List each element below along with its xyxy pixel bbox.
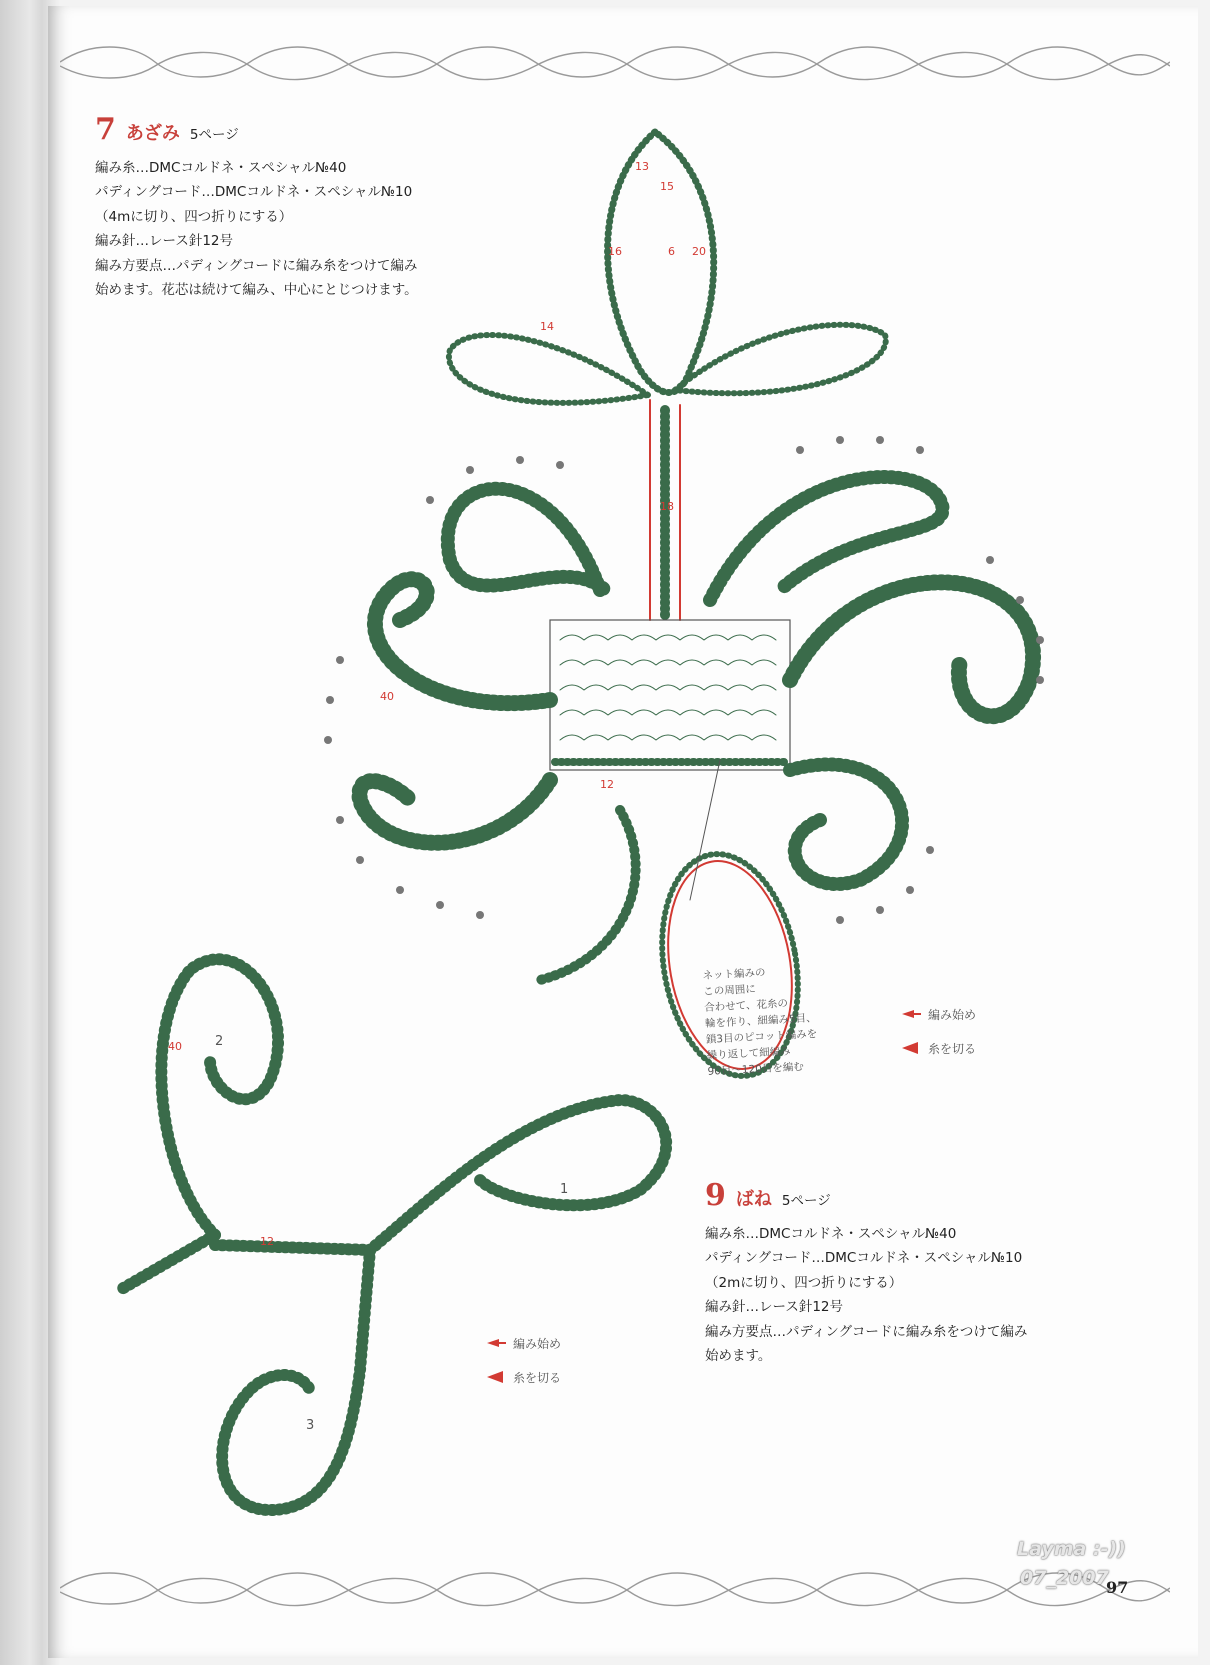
legend-start xyxy=(902,997,976,1031)
note-line: 鎖3目のピコット編みを xyxy=(705,1028,818,1046)
note-line: 繰り返して細編み xyxy=(706,1045,791,1062)
note-line: ネット編みの xyxy=(702,966,766,982)
bottom-flourish-border xyxy=(60,1562,1170,1614)
page-number: 97 xyxy=(1106,1578,1129,1597)
section-7-page-ref: 5ページ xyxy=(189,127,239,143)
diagram-number: 12 xyxy=(260,1235,274,1248)
note-line: この周囲に xyxy=(703,983,757,998)
diagram-number: 18 xyxy=(660,500,674,513)
section-7-line: パディングコード…DMCコルドネ・スペシャル№10 xyxy=(95,184,413,200)
section-9-line: 編み針…レース針12号 xyxy=(705,1299,844,1315)
diagram-number: 12 xyxy=(600,778,614,791)
section-7-title: あざみ xyxy=(125,123,180,144)
legend-cut-label: 糸を切る xyxy=(513,1370,562,1385)
spring-piece-1-label: 1 xyxy=(560,1182,569,1197)
start-arrow-icon xyxy=(902,1010,920,1018)
diagram-number: 15 xyxy=(660,180,674,193)
cut-arrow-icon xyxy=(487,1373,505,1381)
legend-cut-label: 糸を切る xyxy=(928,1041,977,1056)
section-9-line: パディングコード…DMCコルドネ・スペシャル№10 xyxy=(705,1250,1023,1266)
cut-arrow-icon xyxy=(902,1044,920,1052)
thistle-legend xyxy=(902,997,976,1065)
section-9-line: 編み方要点…パディングコードに編み糸をつけて編み xyxy=(705,1323,1028,1340)
spring-legend xyxy=(487,1326,561,1394)
watermark-date: 07_2007 xyxy=(1020,1567,1109,1589)
diagram-number: 13 xyxy=(635,160,649,173)
note-line: 合わせて、花糸の xyxy=(703,997,789,1014)
legend-start-label: 編み始め xyxy=(513,1336,562,1351)
legend-start-label: 編み始め xyxy=(928,1007,977,1022)
legend-cut xyxy=(487,1360,561,1394)
section-9-instructions xyxy=(705,1178,1028,1369)
section-9-title: ばね xyxy=(735,1189,772,1210)
diagram-number: 6 xyxy=(668,245,675,258)
note-line: 輪を作り、細編み5目、 xyxy=(704,1012,817,1030)
top-flourish-border xyxy=(60,36,1170,88)
diagram-number: 16 xyxy=(608,245,622,258)
section-7-line: 編み方要点…パディングコードに編み糸をつけて編み xyxy=(95,257,418,274)
section-7-line: 編み糸…DMCコルドネ・スペシャル№40 xyxy=(95,159,347,176)
legend-cut xyxy=(902,1031,976,1065)
start-arrow-icon xyxy=(487,1339,505,1347)
watermark-name: Layma :-)) xyxy=(1017,1538,1126,1560)
legend-start xyxy=(487,1326,561,1360)
diagram-number: 40 xyxy=(168,1040,182,1053)
diagram-number: 20 xyxy=(692,245,706,258)
section-9-line: 始めます。 xyxy=(705,1348,772,1364)
spring-piece-2-label: 2 xyxy=(215,1034,224,1049)
diagram-number: 40 xyxy=(380,690,394,703)
spring-piece-3-label: 3 xyxy=(306,1418,315,1433)
spring-crochet-diagram xyxy=(100,950,720,1540)
section-9-page-ref: 5ページ xyxy=(781,1193,831,1209)
section-7-line: 編み針…レース針12号 xyxy=(95,233,234,249)
section-9-heading xyxy=(705,1178,1027,1214)
section-7-line: （4mに切り、四つ折りにする） xyxy=(95,208,293,225)
diagram-number: 14 xyxy=(540,320,554,333)
section-9-line: 編み糸…DMCコルドネ・スペシャル№40 xyxy=(705,1225,957,1242)
section-9-line: （2mに切り、四つ折りにする） xyxy=(705,1274,903,1291)
section-7-line: 始めます。花芯は続けて編み、中心にとじつけます。 xyxy=(95,282,418,298)
section-7-number: 7 xyxy=(95,112,116,147)
note-line: 90目〜120目を編む xyxy=(707,1060,805,1078)
section-9-number: 9 xyxy=(705,1178,726,1213)
